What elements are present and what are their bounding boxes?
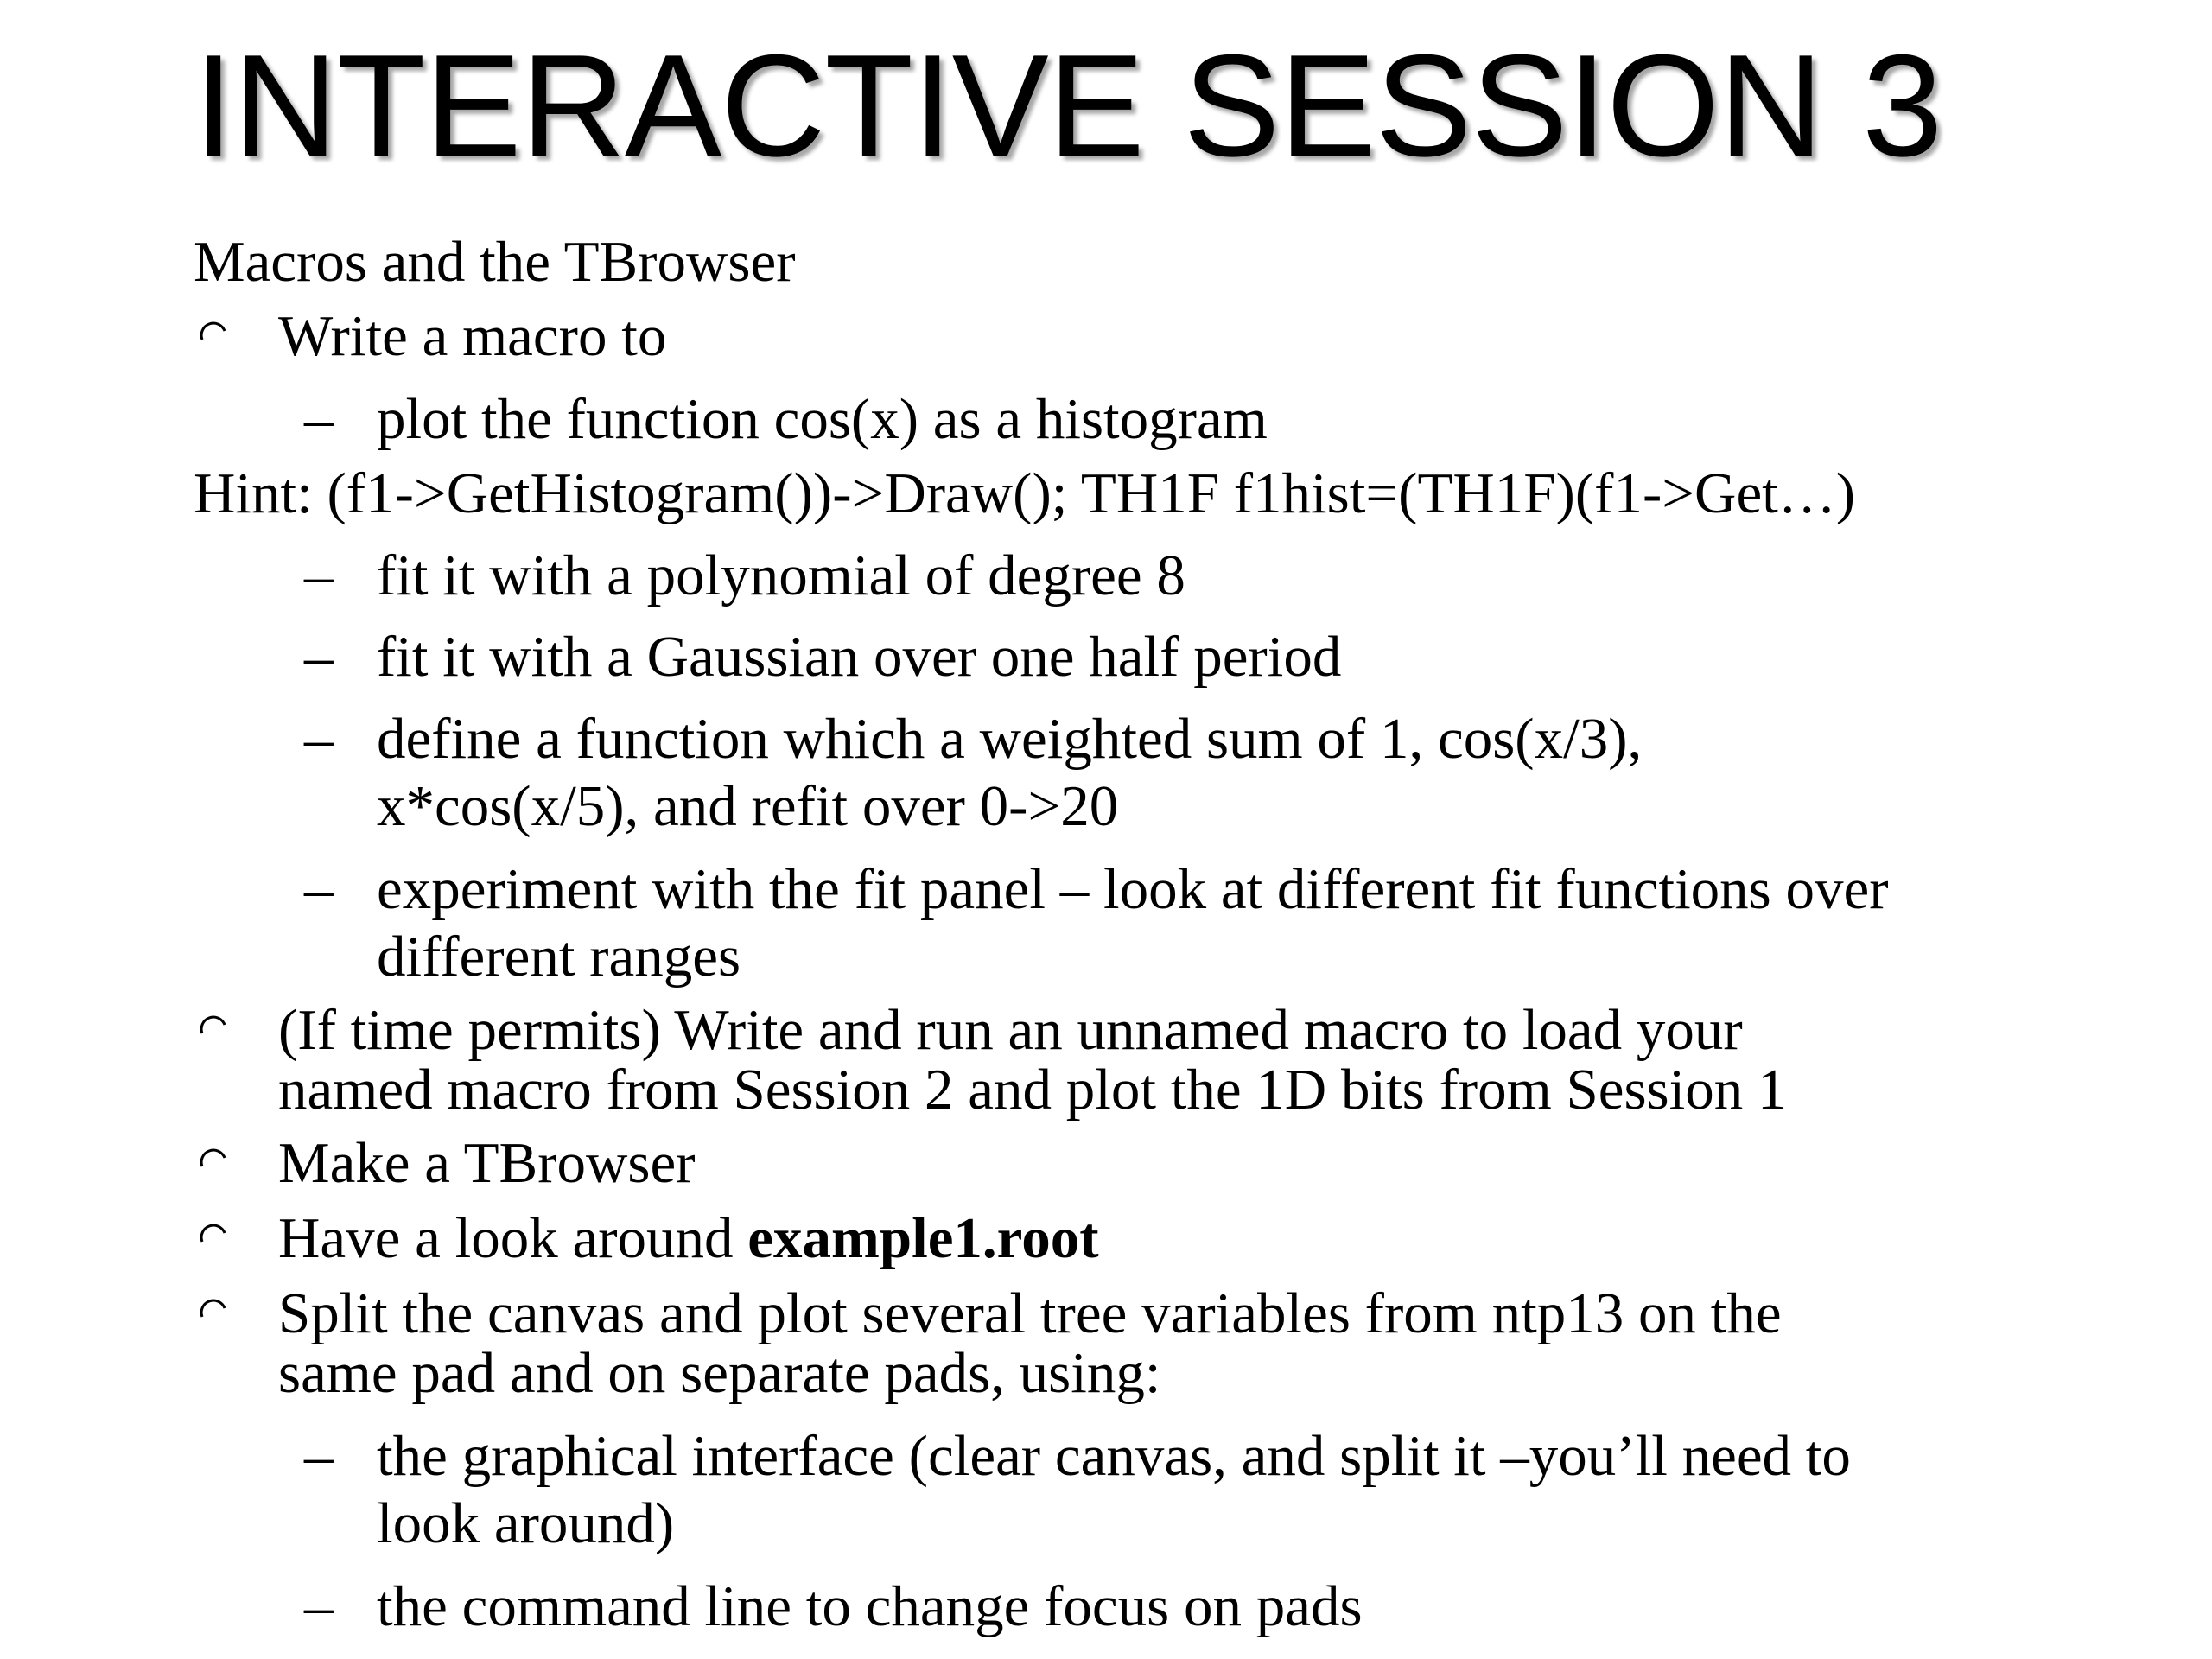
have-look-text: Have a look around [278,1206,748,1270]
subitem-fit-polynomial: fit it with a polynomial of degree 8 [377,543,1185,607]
dash-marker: – [304,857,334,921]
dash-marker: – [304,543,334,607]
subitem-command-line: the command line to change focus on pads [377,1574,1363,1638]
open-circle-bullet-icon [199,1217,228,1247]
open-circle-bullet-icon [199,315,228,345]
open-circle-bullet-icon [199,1142,228,1172]
slide-title: INTERACTIVE SESSION 3 [194,24,1942,187]
subitem-plot-function: plot the function cos(x) as a histogram [377,387,1268,451]
filename-example1-root: example1.root [747,1206,1099,1270]
dash-marker: – [304,707,334,771]
subitem-define-function-line1: define a function which a weighted sum of 1, cos(x/3), [377,707,1643,771]
dash-marker: – [304,625,334,689]
subitem-fit-gaussian: fit it with a Gaussian over one half period [377,625,1342,689]
bullet-split-canvas-line1: Split the canvas and plot several tree variables from ntp13 on the [278,1281,1782,1345]
bullet-if-time-line2: named macro from Session 2 and plot the 1D bits from Session 1 [278,1058,1787,1122]
dash-marker: – [304,1424,334,1488]
subitem-experiment-line1: experiment with the fit panel – look at different fit functions over [377,857,1889,921]
open-circle-bullet-icon [199,1293,228,1322]
subitem-experiment-line2: different ranges [377,925,741,988]
subitem-define-function-line2: x*cos(x/5), and refit over 0->20 [377,774,1119,838]
subitem-graphical-line2: look around) [377,1491,675,1555]
section-heading: Macros and the TBrowser [194,230,796,294]
bullet-write-macro: Write a macro to [278,304,667,368]
open-circle-bullet-icon [199,1009,228,1039]
dash-marker: – [304,1574,334,1638]
dash-marker: – [304,387,334,451]
bullet-make-tbrowser: Make a TBrowser [278,1131,696,1195]
subitem-graphical-line1: the graphical interface (clear canvas, and split it –you’ll need to [377,1424,1851,1488]
bullet-have-look [278,1206,1099,1270]
bullet-split-canvas-line2: same pad and on separate pads, using: [278,1341,1161,1405]
bullet-if-time-line1: (If time permits) Write and run an unnamed macro to load your [278,998,1743,1062]
hint-text: Hint: (f1->GetHistogram())->Draw(); TH1F f1hist=(TH1F)(f1->Get…) [194,461,1856,525]
